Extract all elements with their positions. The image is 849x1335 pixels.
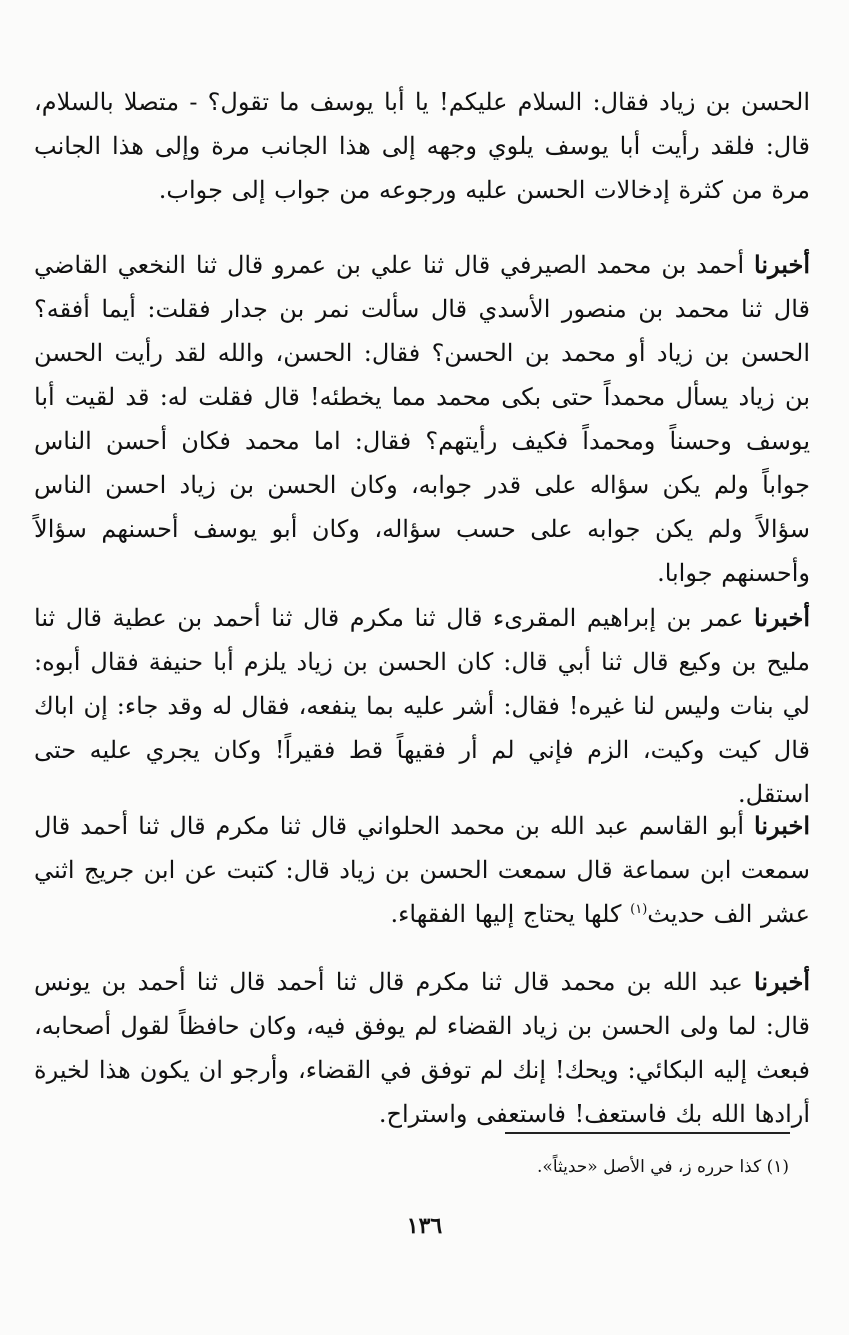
paragraph-1-text: الحسن بن زياد فقال: السلام عليكم! يا أبا يوسف ما تقول؟ - متصلا بالسلام، قال: فلقد رأيت أبا يوسف يلوي وجهه إلى هذا الجانب مرة وإلى هذا الجانب مرة من كثرة إدخالات الحسن عليه ورجوعه من جواب إلى جواب. [34,88,811,204]
paragraph-4-text-after: كلها يحتاج إليها الفقهاء. [390,900,631,928]
paragraph-2 [34,243,810,595]
paragraph-3 [34,596,810,816]
paragraph-5 [34,960,810,1136]
footnote: (١) كذا حرره ز، في الأصل «حديثاً». [537,1157,789,1177]
footnote-divider [505,1132,790,1134]
paragraph-2-text: أحمد بن محمد الصيرفي قال ثنا علي بن عمرو قال ثنا النخعي القاضي قال ثنا محمد بن منصور الأسدي قال سألت نمر بن جدار فقلت: أيما أفقه؟ الحسن بن زياد أو محمد بن الحسن؟ فقال: الحسن، والله لقد رأيت الحسن بن زياد يسأل محمداً حتى بكى محمد مما يخطئه! قال فقلت له: قد لقيت أبا يوسف وحسناً ومحمداً فكيف رأيتهم؟ فقال: اما محمد فكان أحسن الناس جواباً ولم يكن سؤاله على قدر جوابه، وكان الحسن بن زياد احسن الناس سؤالاً ولم يكن جوابه على حسب سؤاله، وكان أبو يوسف أحسنهم سؤالاً وأحسنهم جوابا. [34,251,810,587]
footnote-reference: (١) [630,902,648,917]
paragraph-5-lead: أخبرنا [754,967,810,996]
paragraph-3-text: عمر بن إبراهيم المقرىء قال ثنا مكرم قال ثنا أحمد بن عطية قال ثنا مليح بن وكيع قال ثنا أبي قال: كان الحسن بن زياد يلزم أبا حنيفة فقال أبوه: لي بنات وليس لنا غيره! فقال: أشر عليه بما ينفعه، فقال له وقد جاء: إن اباك قال كيت وكيت، الزم فإني لم أر فقيهاً قط فقيراً! وكان يجري عليه حتى استقل. [34,604,810,808]
paragraph-1 [34,80,810,212]
paragraph-5-text: عبد الله بن محمد قال ثنا مكرم قال ثنا أحمد قال ثنا أحمد بن يونس قال: لما ولى الحسن بن زياد القضاء لم يوفق فيه، وكان حافظاً لقول أصحابه، فبعث إليه البكائي: ويحك! إنك لم توفق في القضاء، وأرجو ان يكون هذا لخيرة أرادها الله بك فاستعف! فاستعفى واستراح. [34,968,810,1128]
paragraph-4-lead: اخبرنا [754,811,810,840]
paragraph-3-lead: أخبرنا [754,603,810,632]
paragraph-4 [34,804,810,936]
paragraph-4-text: أبو القاسم عبد الله بن محمد الحلواني قال ثنا مكرم قال ثنا أحمد قال سمعت ابن سماعة قال سمعت الحسن بن زياد قال: كتبت عن ابن جريج اثني عشر الف حديث [34,812,810,928]
paragraph-2-lead: أخبرنا [754,250,810,279]
page-number: ١٣٦ [406,1213,443,1239]
